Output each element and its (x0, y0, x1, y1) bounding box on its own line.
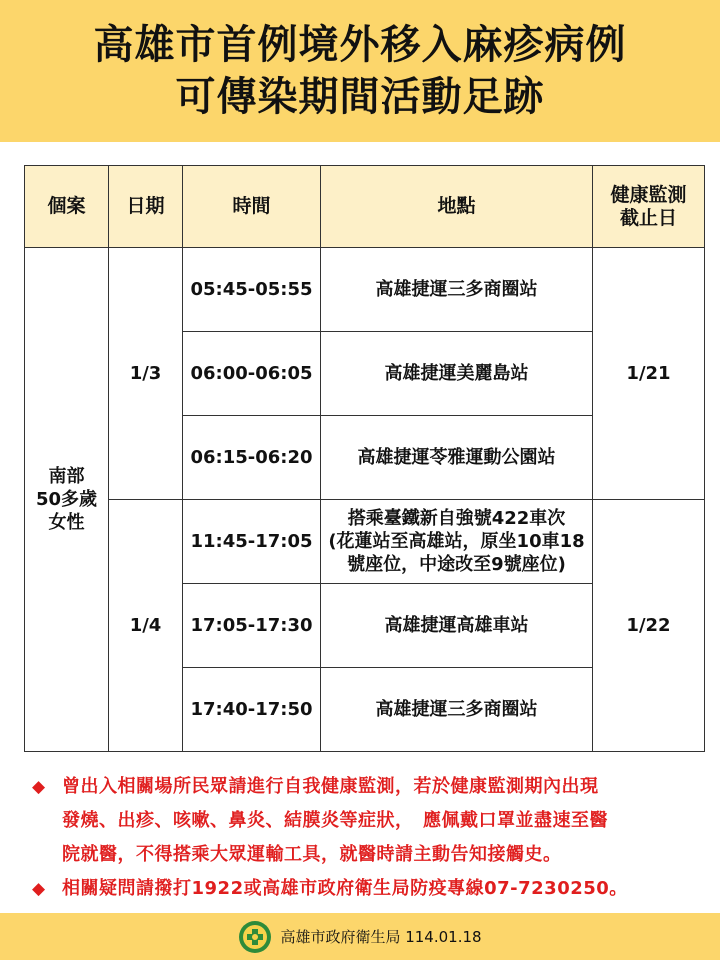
header-date: 日期 (109, 166, 183, 248)
time-cell: 06:00-06:05 (183, 332, 321, 416)
time-cell: 17:05-17:30 (183, 584, 321, 668)
health-bureau-logo-icon (238, 920, 272, 954)
notice-text: 相關疑問請撥打1922或高雄市政府衛生局防疫專線07-7230250。 (62, 878, 628, 899)
title-banner (0, 0, 720, 142)
header-health-line2: 截止日 (619, 206, 677, 229)
case-gender: 女性 (48, 512, 85, 533)
notice-text (62, 770, 702, 872)
place-cell: 高雄捷運苓雅運動公園站 (321, 416, 593, 500)
table-header-row (25, 166, 705, 248)
time-cell: 11:45-17:05 (183, 500, 321, 584)
footer-banner (0, 913, 720, 960)
notice-item (32, 872, 702, 906)
page-title-line1: 高雄市首例境外移入麻疹病例 (93, 22, 627, 68)
place-cell: 高雄捷運美麗島站 (321, 332, 593, 416)
activity-schedule-table (24, 165, 705, 752)
notice-line: 曾出入相關場所民眾請進行自我健康監測，若於健康監測期內出現 (62, 776, 599, 797)
page-title-line2: 可傳染期間活動足跡 (175, 74, 545, 120)
health-end-cell: 1/22 (593, 500, 705, 752)
notice-line: 發燒、出疹、咳嗽、鼻炎、結膜炎等症狀， 應佩戴口罩並盡速至醫 (62, 810, 608, 831)
time-cell: 05:45-05:55 (183, 248, 321, 332)
footer-label: 高雄市政府衛生局 114.01.18 (280, 928, 482, 946)
time-cell: 06:15-06:20 (183, 416, 321, 500)
time-cell: 17:40-17:50 (183, 668, 321, 752)
place-line: (花蓮站至高雄站，原坐10車18 (328, 531, 585, 552)
date-cell: 1/3 (109, 248, 183, 500)
case-age: 50多歲 (35, 489, 98, 510)
place-cell: 高雄捷運高雄車站 (321, 584, 593, 668)
header-place: 地點 (321, 166, 593, 248)
header-case: 個案 (25, 166, 109, 248)
header-time: 時間 (183, 166, 321, 248)
place-cell: 高雄捷運三多商圈站 (321, 248, 593, 332)
table-row (25, 248, 705, 332)
place-cell-train (321, 500, 593, 584)
diamond-icon: ◆ (32, 777, 46, 797)
notice-item (32, 770, 702, 872)
place-line: 搭乘臺鐵新自強號422車次 (347, 508, 566, 529)
date-cell: 1/4 (109, 500, 183, 752)
health-end-cell: 1/21 (593, 248, 705, 500)
table-row (25, 500, 705, 584)
case-cell (25, 248, 109, 752)
header-health-monitoring (593, 166, 705, 248)
diamond-icon: ◆ (32, 879, 46, 899)
place-line: 號座位，中途改至9號座位) (347, 554, 566, 575)
notice-line: 院就醫，不得搭乘大眾運輸工具，就醫時請主動告知接觸史。 (62, 844, 562, 865)
notice-section (32, 770, 702, 906)
place-cell: 高雄捷運三多商圈站 (321, 668, 593, 752)
header-health-line1: 健康監測 (610, 183, 687, 206)
case-region: 南部 (48, 466, 85, 487)
